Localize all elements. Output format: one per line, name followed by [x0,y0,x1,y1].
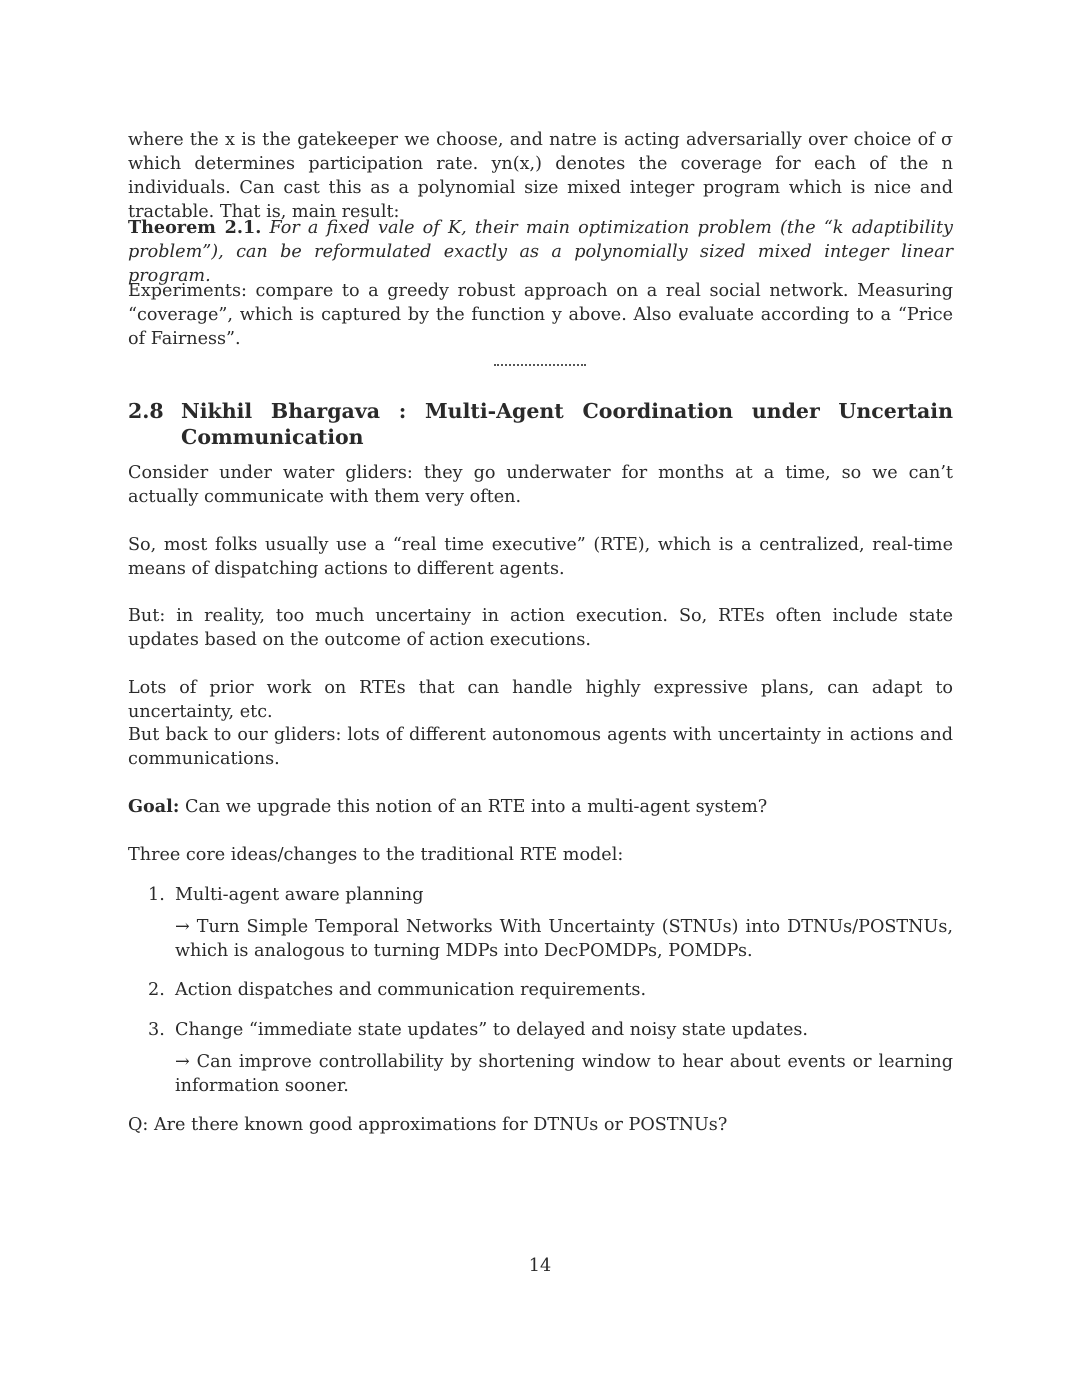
page-number: 14 [528,1256,552,1276]
three-core-paragraph: Three core ideas/changes to the traditional RTE model: [128,845,624,865]
paragraph-rte: So, most folks usually use a “real time executive” (RTE), which is a centralized, real-time means of dispatching actions to different agents. [128,535,953,579]
experiments-text: Experiments: compare to a greedy robust approach on a real social network. Measuring “coverage”, which is captured by the function y above. Also evaluate according to a “Price of Fairness”. [128,281,953,349]
intro-paragraph [128,128,953,224]
goal-text: Can we upgrade this notion of an RTE into a multi-agent system? [184,797,768,817]
list-item-text: Multi-agent aware planning [175,885,424,905]
experiments-paragraph [128,279,953,351]
list-number: 3. [148,1020,165,1040]
goal-paragraph [128,795,953,819]
goal-label: Goal: [128,796,180,817]
paragraph-prior-work: Lots of prior work on RTEs that can handle highly expressive plans, can adapt to uncertainty, etc. [128,678,953,722]
section-number: 2.8 [128,399,164,423]
list-number: 1. [148,885,165,905]
list-item-text: Change “immediate state updates” to delayed and noisy state updates. [175,1020,808,1040]
theorem [128,216,953,288]
list-number: 2. [148,980,165,1000]
list-item-text: Action dispatches and communication requirements. [175,980,647,1000]
paragraph-uncertainty: But: in reality, too much uncertainy in action execution. So, RTEs often include state updates based on the outcome of action executions. [128,606,953,650]
section-title: Nikhil Bhargava : Multi-Agent Coordination under Uncertain Communication [181,399,953,449]
paragraph-gliders: Consider under water gliders: they go underwater for months at a time, so we can’t actually communicate with them very often. [128,463,953,507]
list-item-subtext: → Can improve controllability by shortening window to hear about events or learning information sooner. [175,1052,953,1096]
theorem-statement: For a fixed vale of K, their main optimization problem (the “k adaptibility problem”), can be reformulated exactly as a polynomially sized mixed integer linear program. [128,218,953,286]
question-paragraph: Q: Are there known good approximations for DTNUs or POSTNUs? [128,1115,728,1135]
theorem-heading: Theorem 2.1. [128,217,262,238]
section-separator [494,364,586,366]
intro-text: where the x is the gatekeeper we choose, and natre is acting adversarially over choice of σ which determines participation rate. yn(x,) denotes the coverage for each of the n individuals. Can cast this as a polynomial size mixed integer program which is nice and tractable. That is, main result: [128,130,953,222]
paragraph-back-to-gliders: But back to our gliders: lots of different autonomous agents with uncertainty in actions and communications. [128,725,953,769]
list-item-subtext: → Turn Simple Temporal Networks With Uncertainty (STNUs) into DTNUs/POSTNUs, which is analogous to turning MDPs into DecPOMDPs, POMDPs. [175,917,953,961]
